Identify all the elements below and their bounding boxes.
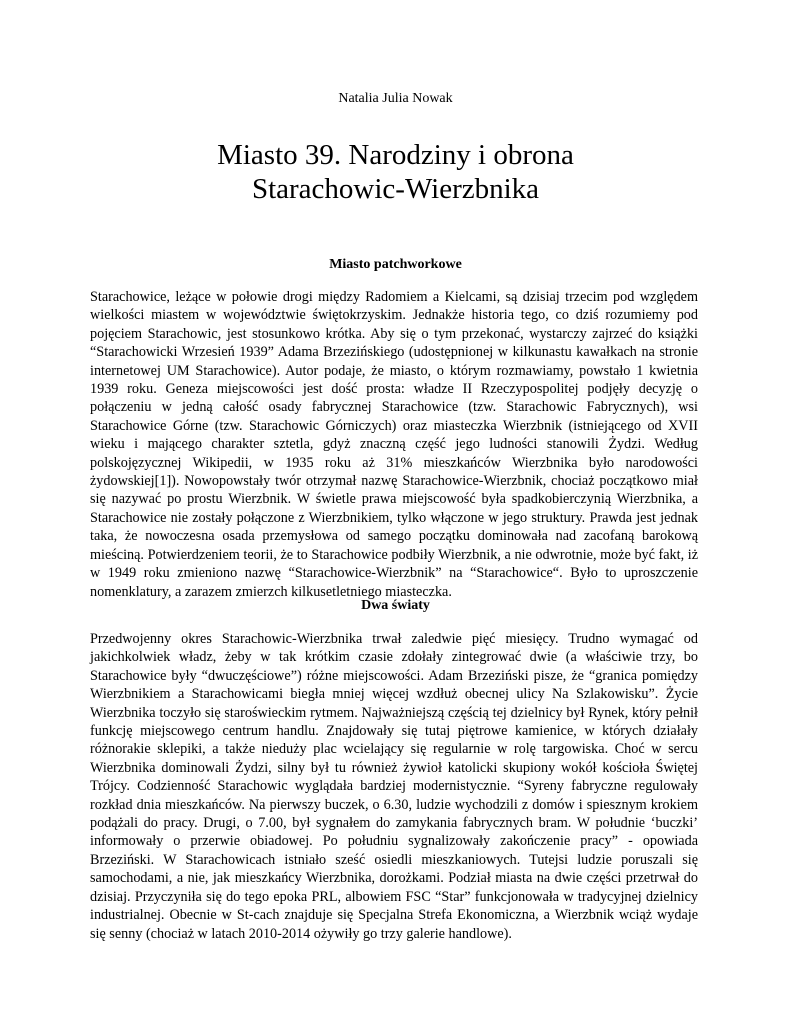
title-line-1: Miasto 39. Narodziny i obrona — [217, 139, 574, 171]
section-heading-2: Dwa światy — [361, 598, 430, 613]
section-paragraph-1: Starachowice, leżące w połowie drogi między Radomiem a Kielcami, są dzisiaj trzecim pod względem wielkości miastem w województwie świętokrzyskim. Jednakże historia tego, co dziś rozumiemy pod pojęciem Starachowic, jest stosunkowo krótka. Aby się o tym przekonać, wystarczy zajrzeć do książki “Starachowicki Wrzesień 1939” Adama Brzezińskiego (udostępnionej w kilkunastu kawałkach na stronie internetowej UM Starachowice). Autor podaje, że miasto, o którym rozmawiamy, powstało 1 kwietnia 1939 roku. Geneza miejscowości jest dość prosta: władze II Rzeczypospolitej podjęły decyzję o połączeniu w jedną całość osady fabrycznej Starachowice (tzw. Starachowic Fabrycznych), wsi Starachowice Górne (tzw. Starachowic Górniczych) oraz miasteczka Wierzbnik (istniejącego od XVII wieku i mającego charakter sztetla, gdyż znaczną część jego ludności stanowili Żydzi. Według polskojęzycznej Wikipedii, w 1935 roku aż 31% mieszkańców Wierzbnika było narodowości żydowskiej[1]). Nowopowstały twór otrzymał nazwę Starachowice-Wierzbnik, chociaż początkowo miał się nazywać po prostu Wierzbnik. W świetle prawa miejscowość była spadkobierczynią Wierzbnika, a Starachowice nie zostały połączone z Wierzbnikiem, tylko włączone w jego struktury. Prawda jest jednak taka, że nowoczesna osada przemysłowa od samego początku dominowała nad zacofaną barokową mieściną. Potwierdzeniem teorii, że to Starachowice podbiły Wierzbnik, a nie odwrotnie, może być fakt, iż w 1949 roku zmieniono nazwę “Starachowice-Wierzbnik” na “Starachowice“. Było to uproszczenie nomenklatury, a zarazem zmierzch kilkusetletniego miasteczka. — [90, 289, 698, 600]
document-title — [0, 138, 791, 206]
section-paragraph-2: Przedwojenny okres Starachowic-Wierzbnika trwał zaledwie pięć miesięcy. Trudno wymagać od jakichkolwiek władz, żeby w tak krótkim czasie zdołały zintegrować dwie (a właściwie trzy, bo Starachowice były “dwuczęściowe”) różne miejscowości. Adam Brzeziński pisze, że “granica pomiędzy Wierzbnikiem a Starachowicami biegła mniej więcej wzdłuż obecnej ulicy Na Szlakowisku”. Życie Wierzbnika toczyło się staroświeckim rytmem. Najważniejszą częścią tej dzielnicy był Rynek, który pełnił funkcję miejscowego centrum handlu. Znajdowały się tutaj piętrowe kamienice, w których działały różnorakie sklepiki, a także nieduży plac wcielający się regularnie w rolę targowiska. Choć w sercu Wierzbnika dominowali Żydzi, silny był tu również żywioł katolicki skupiony wokół kościoła Świętej Trójcy. Codzienność Starachowic wyglądała bardziej modernistycznie. “Syreny fabryczne regulowały rozkład dnia mieszkańców. Na pierwszy buczek, o 6.30, ludzie wychodzili z domów i spiesznym krokiem podążali do pracy. Drugi, o 7.00, był sygnałem do zamykania fabrycznych bram. W południe ‘buczki’ informowały o przerwie obiadowej. Po południu sygnalizowały zakończenie pracy” - opowiada Brzeziński. W Starachowicach istniało sześć osiedli mieszkaniowych. Tutejsi ludzie poruszali się samochodami, a nie, jak mieszkańcy Wierzbnika, dorożkami. Podział miasta na dwie części przetrwał do dzisiaj. Przyczyniła się do tego epoka PRL, albowiem FSC “Star” funkcjonowała w tradycyjnej dzielnicy industrialnej. Obecnie w St-cach znajduje się Specjalna Strefa Ekonomiczna, a Wierzbnik wciąż wydaje się senny (chociaż w latach 2010-2014 ożywiły go trzy galerie handlowe). — [90, 631, 698, 942]
section-heading-1: Miasto patchworkowe — [329, 257, 462, 272]
author-name: Natalia Julia Nowak — [338, 91, 453, 106]
title-line-2: Starachowic-Wierzbnika — [251, 173, 540, 205]
